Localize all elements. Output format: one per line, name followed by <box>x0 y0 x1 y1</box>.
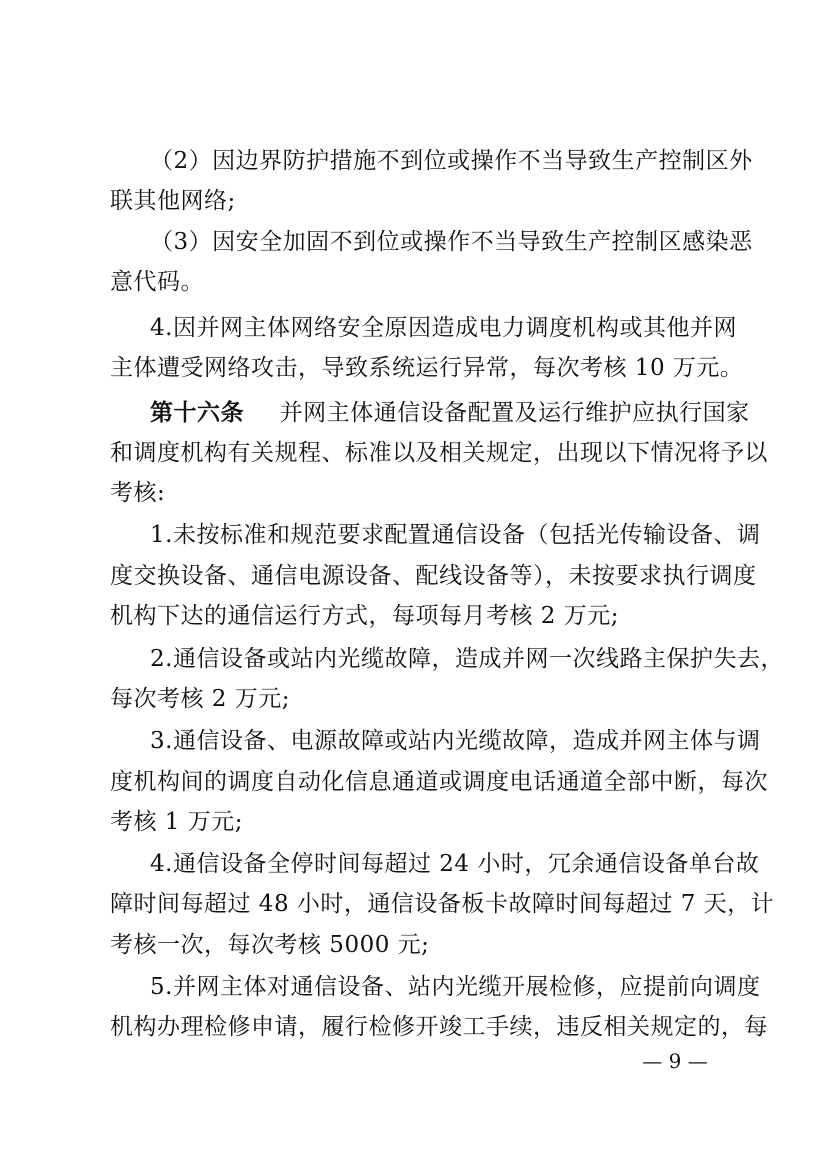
text-line: 度机构间的调度自动化信息通道或调度电话通道全部中断，每次 <box>110 769 768 795</box>
text-line: 每次考核 2 万元; <box>110 686 291 712</box>
text-line: 考核: <box>110 480 166 506</box>
text-line: 机构下达的通信运行方式，每项每月考核 2 万元; <box>110 603 620 629</box>
text-line: 联其他网络; <box>110 188 236 214</box>
text-line: 考核一次，每次考核 5000 元; <box>110 932 430 958</box>
text-line: （3）因安全加固不到位或操作不当导致生产控制区感染恶 <box>150 229 753 255</box>
text-line: 2.通信设备或站内光缆故障，造成并网一次线路主保护失去， <box>150 646 784 672</box>
text-line: 和调度机构有关规程、标准以及相关规定，出现以下情况将予以 <box>110 440 768 466</box>
article-line <box>150 398 750 428</box>
text-line: 4.因并网主体网络安全原因造成电力调度机构或其他并网 <box>150 315 737 341</box>
text-line: 障时间每超过 48 小时，通信设备板卡故障时间每超过 7 天，计 <box>110 891 775 917</box>
text-line: 机构办理检修申请，履行检修开竣工手续，违反相关规定的，每 <box>110 1014 768 1040</box>
text-line: 3.通信设备、电源故障或站内光缆故障，造成并网主体与调 <box>150 728 761 754</box>
text-line: 主体遭受网络攻击，导致系统运行异常，每次考核 10 万元。 <box>110 355 744 381</box>
text-line: 1.未按标准和规范要求配置通信设备（包括光传输设备、调 <box>150 522 761 548</box>
page-number: — 9 — <box>642 1049 708 1073</box>
text-line: 4.通信设备全停时间每超过 24 小时，冗余通信设备单台故 <box>150 851 760 877</box>
text-line: 考核 1 万元; <box>110 809 244 835</box>
text-line: （2）因边界防护措施不到位或操作不当导致生产控制区外 <box>150 148 753 174</box>
text-line: 意代码。 <box>110 269 204 295</box>
text-line: 度交换设备、通信电源设备、配线设备等），未按要求执行调度 <box>110 563 757 589</box>
text-line: 5.并网主体对通信设备、站内光缆开展检修，应提前向调度 <box>150 974 761 1000</box>
article-heading: 第十六条 <box>150 399 244 426</box>
article-text: 并网主体通信设备配置及运行维护应执行国家 <box>279 400 750 426</box>
